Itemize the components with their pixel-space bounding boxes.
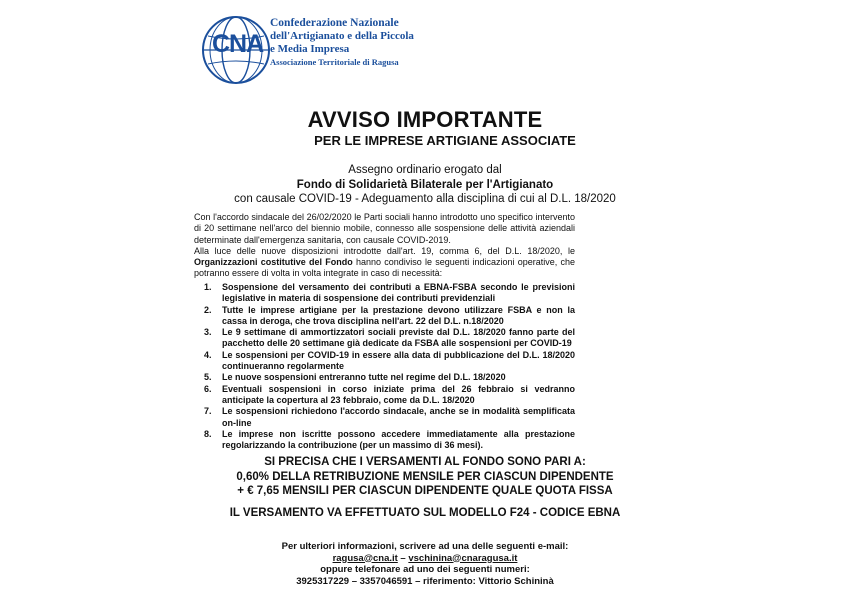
body-paragraph-1: Con l'accordo sindacale del 26/02/2020 le Parti sociali hanno introdotto uno specifico intervento di 20 settimane nell'arco del biennio mobile, connesso alle sospensione delle attività aziendali determinate dall'emergenza sanitaria, con causale COVID-2019. [194, 212, 575, 245]
logo-text: CNA [212, 30, 264, 58]
list-item-number: 3. [204, 327, 212, 338]
org-line-3: e Media Impresa [270, 43, 350, 55]
list-item [204, 406, 575, 429]
org-line-1: Confederazione Nazionale [270, 17, 399, 29]
contacts-block [0, 541, 850, 587]
list-item [204, 372, 575, 383]
contacts-phone-intro: oppure telefonare ad uno dei seguenti numeri: [320, 564, 530, 575]
list-item-number: 5. [204, 372, 212, 383]
list-item [204, 327, 575, 350]
para2-bold: Organizzazioni costitutive del Fondo [194, 257, 353, 268]
body-paragraph-2 [194, 246, 575, 280]
notice-line-3: + € 7,65 MENSILI PER CIASCUN DIPENDENTE QUALE QUOTA FISSA [237, 485, 613, 497]
list-item-number: 2. [204, 304, 212, 315]
list-item [204, 282, 575, 305]
org-line-4: Associazione Territoriale di Ragusa [270, 57, 399, 67]
page-title: AVVISO IMPORTANTE [307, 107, 543, 132]
email-link-ragusa[interactable]: ragusa@cna.it [332, 552, 398, 564]
list-item-number: 1. [204, 282, 212, 292]
contacts-emails [0, 553, 850, 565]
list-item-number: 7. [204, 406, 212, 417]
page-subtitle: PER LE IMPRESE ARTIGIANE ASSOCIATE [314, 133, 576, 148]
list-item-text: Le sospensioni richiedono l'accordo sindacale, anche se in modalità semplificata on-line [222, 406, 575, 428]
email-separator: – [397, 552, 409, 564]
intro-block [0, 163, 850, 207]
list-item [204, 305, 575, 328]
payment-notice [0, 455, 850, 499]
para2-end: hanno condiviso le seguenti indicazioni operative, che potranno essere di volta in volta integrate in caso di necessità: [194, 257, 575, 279]
list-item-text: Le sospensioni per COVID-19 in essere alla data di pubblicazione del D.L. 18/2020 continueranno regolarmente [222, 349, 575, 372]
list-item-text: Le imprese non iscritte possono accedere immediatamente alla prestazione regolarizzando la contribuzione (per un massimo di 36 mesi). [222, 428, 575, 451]
list-item-text: Sospensione del versamento dei contributi a EBNA-FSBA secondo le previsioni legislative in materia di sospensione dei contributi previdenziali [222, 282, 575, 304]
list-item [204, 350, 575, 373]
list-item-text: Tutte le imprese artigiane per la prestazione devono utilizzare FSBA e non la cassa in deroga, che trova disciplina nell'art. 22 del D.L. n.18/2020 [222, 304, 575, 326]
list-item-number: 4. [204, 349, 212, 360]
notice-line-1: SI PRECISA CHE I VERSAMENTI AL FONDO SONO PARI A: [264, 456, 586, 468]
list-item-number: 8. [204, 428, 212, 439]
intro-line-2: Fondo di Solidarietà Bilaterale per l'Artigianato [296, 178, 554, 191]
intro-line-3: con causale COVID-19 - Adeguamento alla disciplina di cui al D.L. 18/2020 [234, 193, 616, 205]
intro-line-1: Assegno ordinario erogato dal [348, 164, 502, 176]
org-line-2: dell'Artigianato e della Piccola [270, 30, 414, 42]
list-item-text: Eventuali sospensioni in corso iniziate prima del 26 febbraio si vedranno anticipate la copertura al 23 febbraio, come da D.L. 18/2020 [222, 383, 575, 405]
contacts-phones: 3925317229 – 3357046591 – riferimento: Vittorio Schininà [296, 575, 554, 587]
list-item-number: 6. [204, 383, 212, 394]
organization-name [270, 17, 414, 69]
list-item-text: Le 9 settimane di ammortizzatori sociali previste dal D.L. 18/2020 fanno parte del pacchetto delle 20 settimane già dedicate da FSBA alle sospensioni per COVID-19 [222, 327, 575, 349]
notice-line-2: 0,60% DELLA RETRIBUZIONE MENSILE PER CIASCUN DIPENDENTE [236, 470, 614, 483]
payment-method-notice: IL VERSAMENTO VA EFFETTUATO SUL MODELLO F24 - CODICE EBNA [229, 507, 621, 519]
list-item-text: Le nuove sospensioni entreranno tutte nel regime del D.L. 18/2020 [222, 372, 506, 383]
list-item [204, 384, 575, 407]
instructions-list [204, 282, 575, 451]
email-link-vschinina[interactable]: vschinina@cnaragusa.it [408, 552, 518, 564]
list-item [204, 429, 575, 452]
para2-start: Alla luce delle nuove disposizioni introdotte dall'art. 19, comma 6, del D.L. 18/2020, le [194, 245, 575, 256]
body-text [194, 212, 575, 280]
contacts-intro: Per ulteriori informazioni, scrivere ad una delle seguenti e-mail: [281, 541, 569, 552]
